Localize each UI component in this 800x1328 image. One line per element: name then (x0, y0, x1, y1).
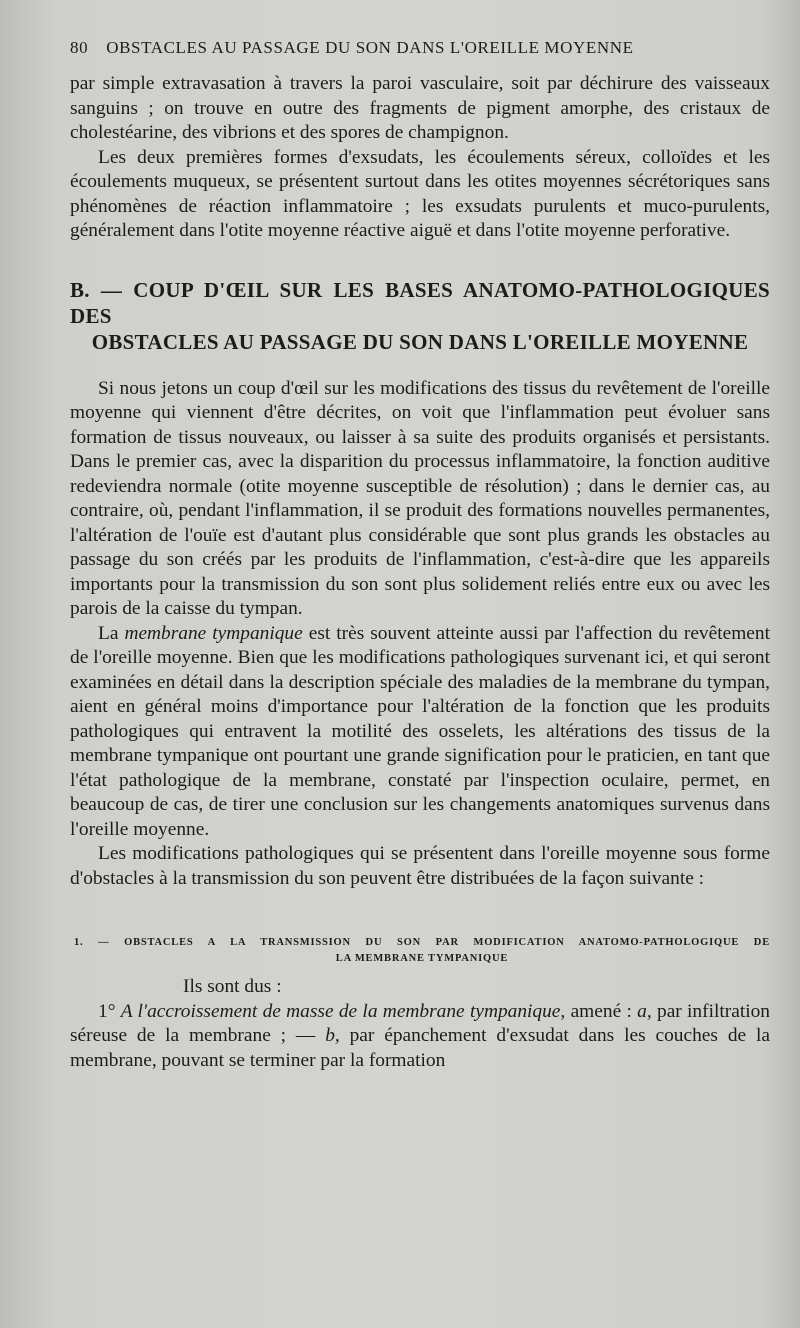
section-heading-line-1: B. — COUP D'ŒIL SUR LES BASES ANATOMO-PATHOLOGIQUES DES (70, 277, 770, 328)
running-head (70, 38, 770, 58)
section-heading-b (70, 277, 770, 355)
paragraph-coup-doeil: Si nous jetons un coup d'œil sur les modifications des tissus du revêtement de l'oreille moyenne qui viennent d'être décrites, on voit que l'inflammation peut évoluer sans formation de tissus nouveaux, ou laisser à sa suite des produits organisés et persistants. Dans le premier cas, avec la disparition du processus inflammatoire, la fonction auditive redeviendra normale (otite moyenne susceptible de résolution) ; dans le dernier cas, au contraire, où, pendant l'inflammation, il se produit des formations nouvelles permanentes, l'altération de l'ouïe est d'autant plus considérable que sont plus grands les obstacles au passage du son créés par les produits de l'inflammation, c'est-à-dire que les appareils importants pour la transmission du son sont plus solidement reliés entre eux ou avec les parois de la caisse du tympan. (70, 377, 770, 619)
membrane-italic: membrane tympanique (124, 622, 303, 644)
section-heading-line-2: OBSTACLES AU PASSAGE DU SON DANS L'OREILLE MOYENNE (91, 329, 749, 354)
membrane-lead: La (98, 622, 119, 644)
item-text-a: amené : (570, 1000, 632, 1022)
page-number: 80 (70, 38, 89, 57)
paragraph-continuation: par simple extravasation à travers la paroi vasculaire, soit par déchirure des vaisseaux sanguins ; on trouve en outre des fragments de pigment amorphe, des cristaux de cholestéarine, des vibrions et des spores de champignon. (70, 73, 770, 143)
ils-sont-dus: Ils sont dus : (183, 976, 282, 997)
subsection-heading-1 (74, 935, 770, 967)
item-text-b: par infiltration séreuse de la membrane ; — (70, 1000, 770, 1046)
item-label-a: a, (637, 1000, 652, 1022)
list-item-1 (70, 1000, 770, 1074)
subsection-heading-line-1: 1. — OBSTACLES A LA TRANSMISSION DU SON PAR MODIFICATION ANATOMO-PATHOLOGIQUE DE (74, 937, 770, 948)
item-text-c: par épanchement d'exsudat dans les couches de la membrane, pouvant se terminer par la formation (70, 1025, 770, 1071)
paragraph-membrane (70, 622, 770, 843)
paragraph-modifications: Les modifications pathologiques qui se présentent dans l'oreille moyenne sous forme d'obstacles à la transmission du son peuvent être distribuées de la façon suivante : (70, 843, 770, 889)
item-label-b: b, (325, 1025, 340, 1046)
membrane-rest: est très souvent atteinte aussi par l'affection du revêtement de l'oreille moyenne. Bien que les modifications pathologiques survenant ici, et qui seront examinées en détail dans la description spéciale des maladies de la membrane du tympan, aient en général moins d'importance pour l'altération de la fonction que les produits pathologiques qui entravent la motilité des osselets, les altérations des tissus de la membrane tympanique ont pourtant une grande signification pour le praticien, en tant que l'état pathologique de la membrane, constaté par l'inspection oculaire, permet, en beaucoup de cas, de tirer une conclusion sur les changements anatomiques survenus dans l'oreille moyenne. (70, 622, 770, 840)
subsection-heading-line-2: LA MEMBRANE TYMPANIQUE (335, 953, 509, 964)
running-title: OBSTACLES AU PASSAGE DU SON DANS L'OREILLE MOYENNE (106, 38, 634, 57)
item-number: 1° (98, 1000, 116, 1022)
paragraph-exsudats: Les deux premières formes d'exsudats, les écoulements séreux, colloïdes et les écoulements muqueux, se présentent surtout dans les otites moyennes sécrétoriques sans phénomènes de réaction inflammatoire ; les exsudats purulents et muco-purulents, généralement dans l'otite moyenne réactive aiguë et dans l'otite moyenne perforative. (70, 146, 770, 241)
item-italic: A l'accroissement de masse de la membrane tympanique, (120, 1000, 566, 1022)
